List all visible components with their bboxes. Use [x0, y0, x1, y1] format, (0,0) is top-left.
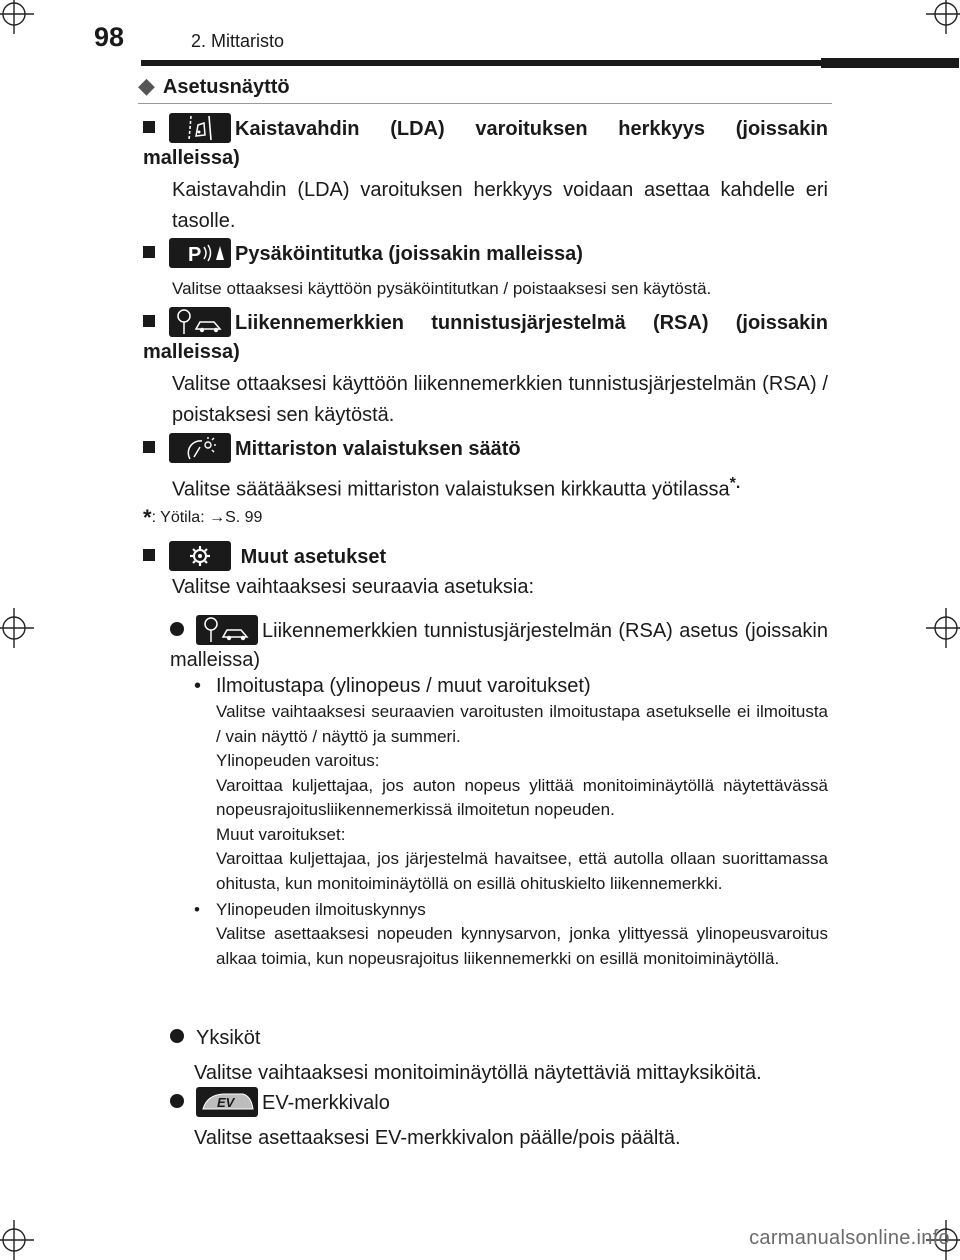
registration-mark-icon: [0, 608, 34, 648]
sub-item-text: Varoittaa kuljettajaa, jos auton nopeus ylittää monitoiminäytöllä näytettävässä nopeusrajoitusliikennemerkissä ilmoitetun nopeuden.: [216, 775, 828, 819]
bullet-dot-icon: •: [194, 900, 200, 919]
list-item-text: Valitse vaihtaaksesi monitoiminäytöllä näytettäviä mittayksiköitä.: [194, 1062, 762, 1084]
item-title: Kaistavahdin (LDA) varoituksen herkkyys (joissakin malleissa): [143, 118, 828, 169]
sub-item-text: Muut varoitukset:: [216, 824, 346, 844]
setting-item-parking-sensor: [143, 238, 828, 269]
footnote-page-ref: S. 99: [225, 509, 263, 526]
header-tab: [821, 58, 959, 68]
square-bullet-icon: [143, 441, 155, 453]
square-bullet-icon: [143, 549, 155, 561]
square-bullet-icon: [143, 121, 155, 133]
sub-item-text: Ylinopeuden varoitus:: [216, 751, 380, 770]
gear-icon: [169, 541, 231, 571]
registration-mark-icon: [0, 0, 34, 34]
item-title: Pysäköintitutka (joissakin malleissa): [235, 243, 583, 265]
bullet-dot-icon: •: [194, 675, 202, 697]
square-bullet-icon: [143, 315, 155, 327]
item-text: Valitse ottaaksesi käyttöön pysäköintitutkan / poistaaksesi sen käytöstä.: [172, 279, 712, 298]
diamond-bullet-icon: ◆: [138, 73, 155, 98]
meter-brightness-icon: [169, 433, 231, 463]
arrow-right-icon: →: [209, 509, 226, 526]
round-bullet-icon: [170, 1029, 184, 1043]
sub-item-text: Valitse vaihtaaksesi seuraavien varoitusten ilmoitustapa asetukselle ei ilmoitusta / vain näyttö / näyttö ja summeri.: [216, 702, 828, 746]
list-item-title: Liikennemerkkien tunnistusjärjestelmän (RSA) asetus (joissakin malleissa): [170, 620, 828, 671]
item-title: Mittariston valaistuksen säätö: [235, 438, 521, 460]
sub-item: [194, 898, 828, 922]
road-sign-assist-icon: [196, 615, 258, 645]
list-item-ev: [170, 1087, 828, 1118]
item-title: Muut asetukset: [240, 546, 387, 568]
ev-indicator-icon: [196, 1087, 258, 1117]
watermark: carmanualsonline.info: [749, 1227, 950, 1249]
setting-item-other: [143, 541, 828, 572]
section-title: [138, 73, 290, 99]
registration-mark-icon: [926, 608, 960, 648]
sub-item-text: Varoittaa kuljettajaa, jos järjestelmä havaitsee, että autolla ollaan suorittamassa ohitusta, kun monitoiminäytöllä on esillä ohituskielto liikennemerkki.: [216, 849, 828, 893]
list-item-rsa-setting: [170, 615, 828, 675]
footnote: [143, 504, 262, 532]
square-bullet-icon: [143, 246, 155, 258]
section-rule: [138, 103, 832, 104]
sub-item-title: Ilmoitustapa (ylinopeus / muut varoitukset): [216, 675, 591, 697]
sub-item: [194, 672, 828, 700]
registration-mark-icon: [926, 0, 960, 34]
header-rule: [141, 60, 821, 66]
list-item-title: Yksiköt: [196, 1027, 261, 1049]
list-item-text: Valitse asettaaksesi EV-merkkivalon päälle/pois päältä.: [194, 1127, 681, 1149]
item-text-with-footnote: [172, 468, 828, 506]
footnote-text: : Yötila:: [151, 509, 210, 526]
setting-item-rsa: [143, 307, 828, 367]
item-text: Valitse vaihtaaksesi seuraavia asetuksia:: [172, 576, 535, 598]
sub-item-text: Valitse asettaaksesi nopeuden kynnysarvon, jonka ylittyessä ylinopeusvaroitus alkaa toimia, kun nopeusrajoitus liikennemerkki on esillä monitoiminäytöllä.: [216, 924, 828, 968]
svg-text:P: P: [188, 244, 202, 266]
road-sign-assist-icon: [169, 307, 231, 337]
parking-sensor-icon: [169, 238, 231, 268]
sub-list: [194, 672, 828, 971]
item-title: Liikennemerkkien tunnistusjärjestelmä (RSA) (joissakin malleissa): [143, 312, 828, 363]
page-number: 98: [94, 22, 125, 52]
svg-text:EV: EV: [217, 1095, 235, 1110]
lane-departure-alert-icon: [169, 113, 231, 143]
list-item-units: [170, 1024, 828, 1053]
round-bullet-icon: [170, 1094, 184, 1108]
setting-item-lda: [143, 113, 828, 173]
chapter-title: 2. Mittaristo: [191, 31, 285, 51]
list-item-title: EV-merkkivalo: [262, 1092, 390, 1114]
setting-item-meter-brightness: [143, 433, 828, 464]
item-text: Valitse säätääksesi mittariston valaistuksen kirkkautta yötilassa: [172, 478, 730, 501]
footnote-asterisk: *: [143, 505, 152, 530]
item-text: Kaistavahdin (LDA) varoituksen herkkyys voidaan asettaa kahdelle eri tasolle.: [172, 179, 828, 232]
section-title-text: Asetusnäyttö: [162, 76, 290, 98]
item-text: Valitse ottaaksesi käyttöön liikennemerkkien tunnistusjärjestelmän (RSA) / poistaksesi sen käytöstä.: [172, 373, 828, 426]
footnote-mark: *.: [729, 475, 741, 492]
round-bullet-icon: [170, 622, 184, 636]
registration-mark-icon: [0, 1220, 34, 1260]
sub-item-title: Ylinopeuden ilmoituskynnys: [216, 900, 426, 919]
